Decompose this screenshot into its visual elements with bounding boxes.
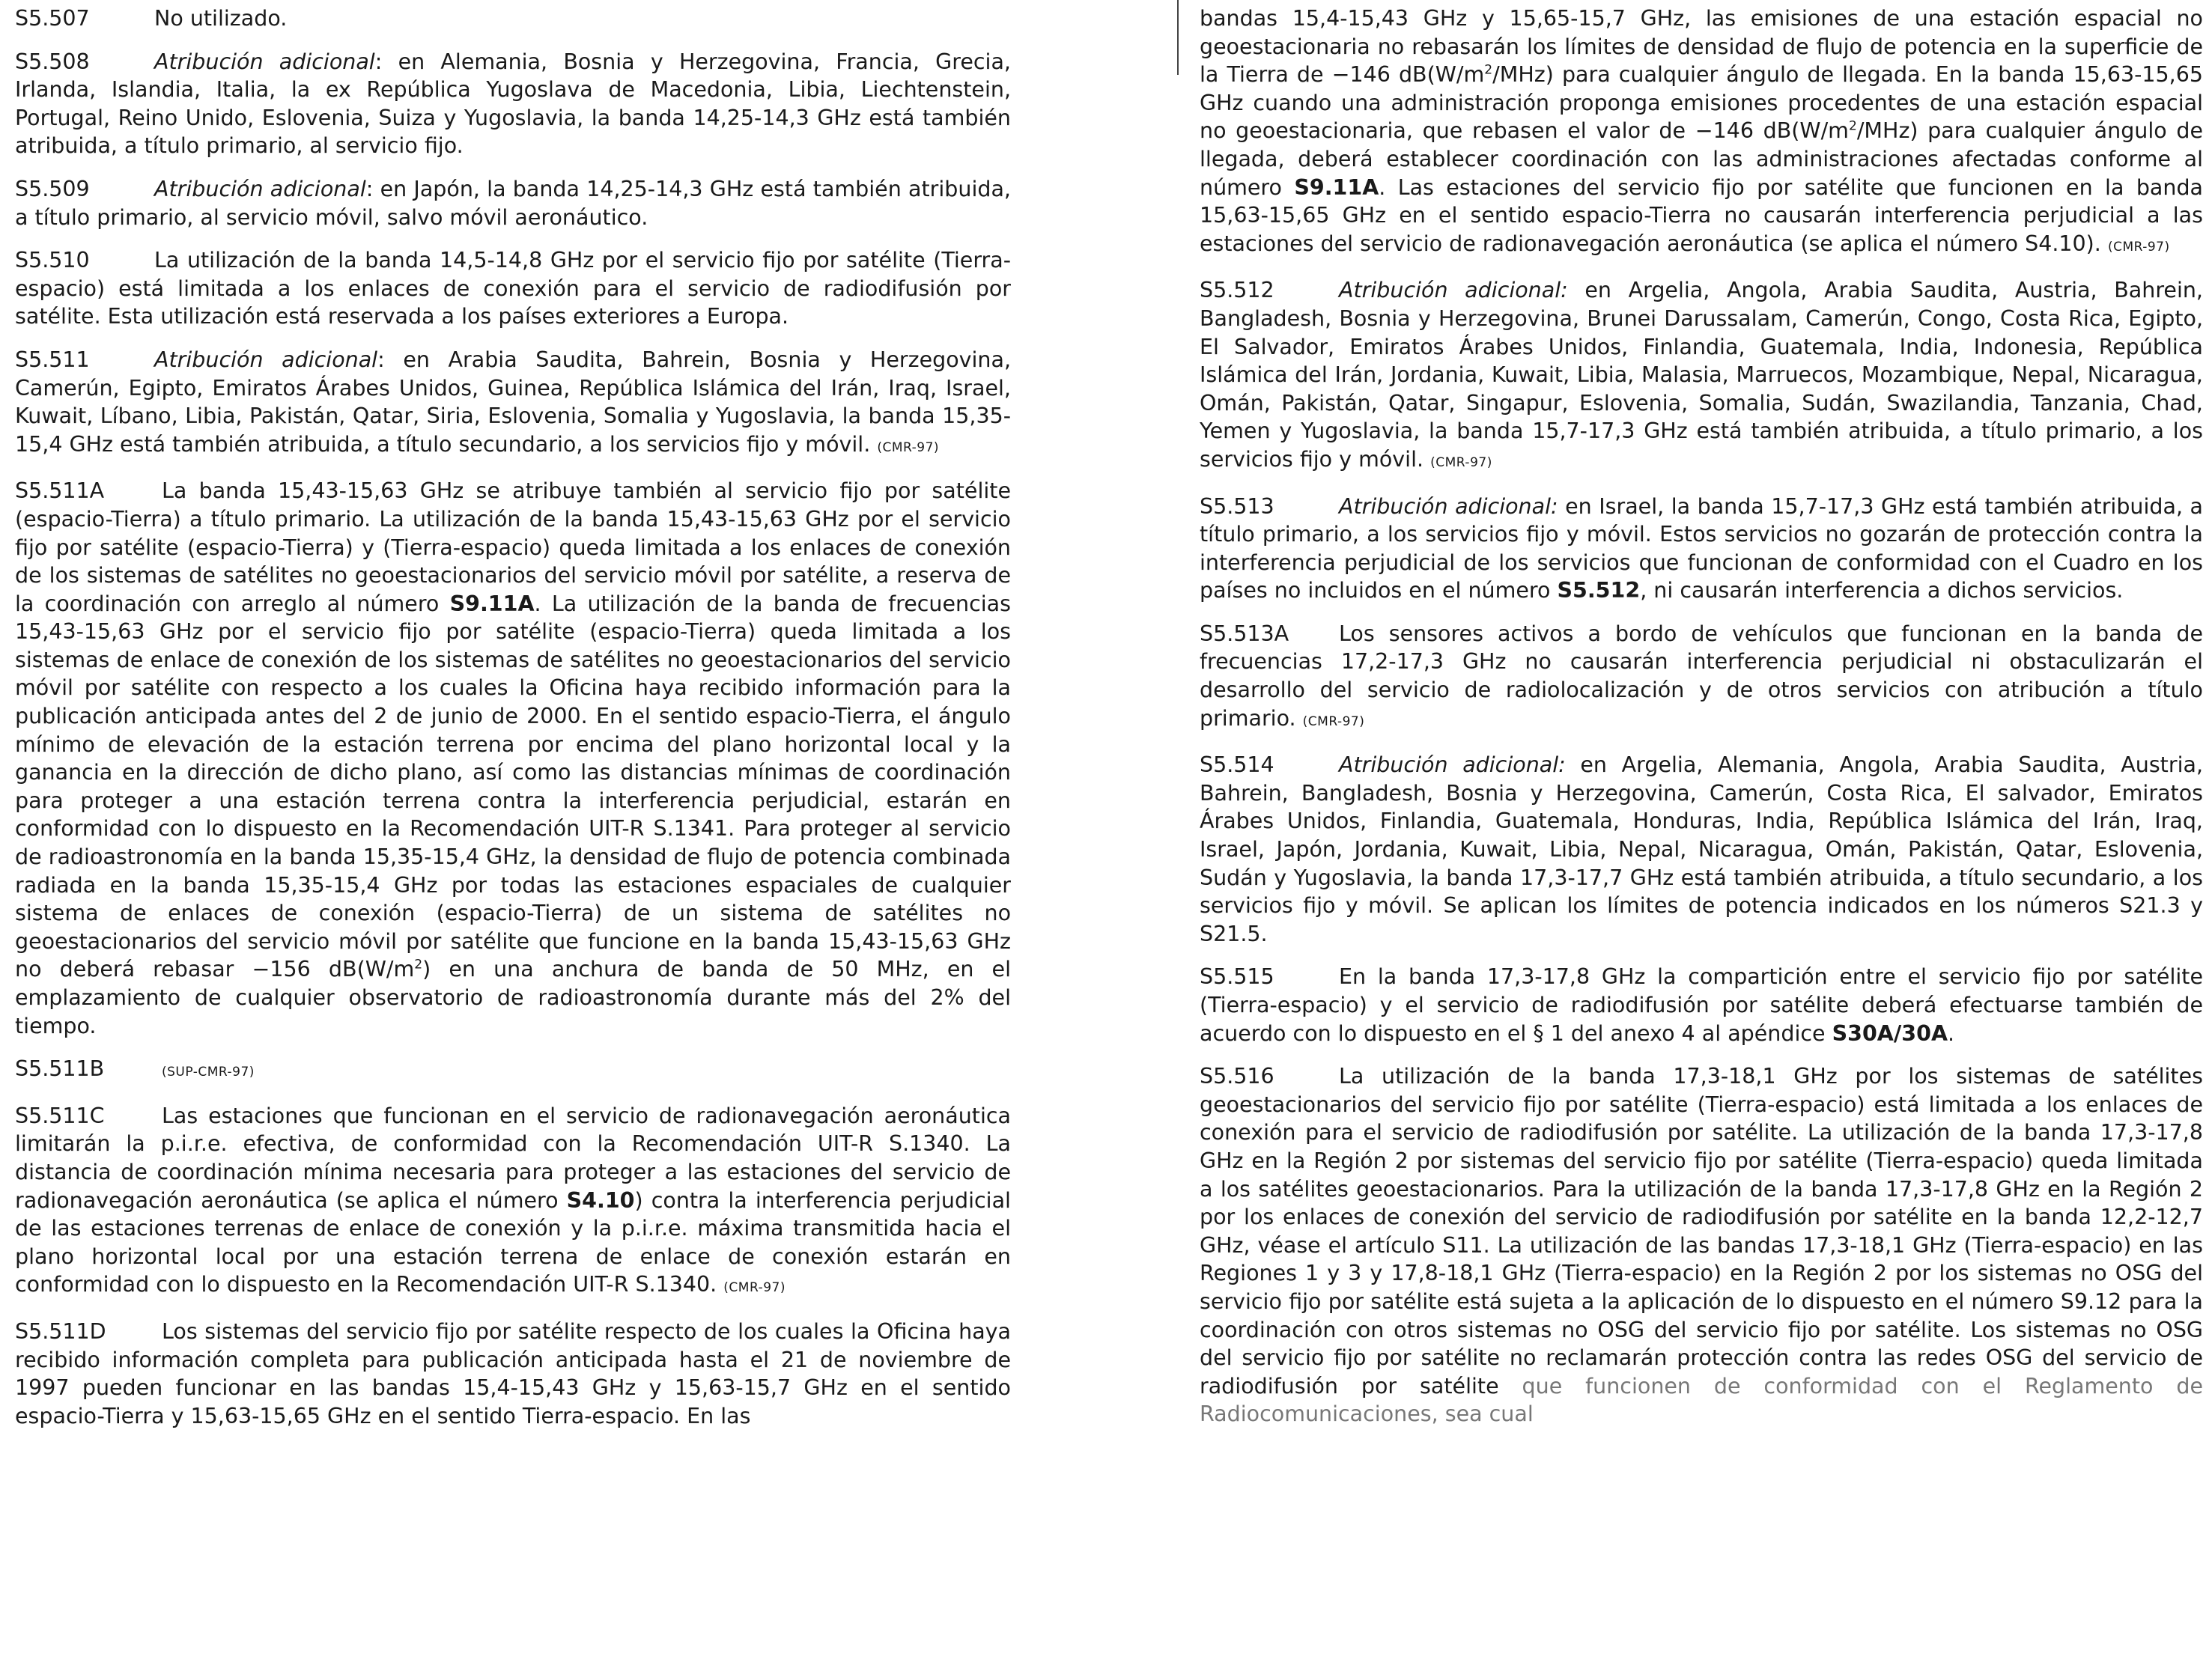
footnote-s5-508 <box>15 48 1011 160</box>
cross-reference: S4.10 <box>566 1187 635 1213</box>
left-column <box>15 4 1011 1445</box>
revision-note: (CMR-97) <box>723 1280 786 1296</box>
footnote-s5-511b <box>15 1055 1011 1087</box>
superscript: 2 <box>414 957 423 973</box>
cross-reference: S9.11A <box>449 591 535 616</box>
footnote-s5-507 <box>15 4 1011 33</box>
footnote-text: La banda 15,43-15,63 GHz se atribuye también al servicio fijo por satélite (espacio-Tierra) a título primario. La utilización de la banda 15,43-15,63 GHz por el servicio fijo por satélite (espacio-Tierra) y (Tierra-espacio) queda limitada a los enlaces de conexión de los sistemas de satélites no geoestacionarios del servicio móvil por satélite, a reserva de la coordinación con arreglo al número <box>15 478 1011 616</box>
footnote-ref: S5.516 <box>1200 1064 1274 1089</box>
footnote-text: , ni causarán interferencia a dichos servicios. <box>1640 578 2124 603</box>
revision-note: (CMR-97) <box>1302 713 1365 729</box>
footnote-s5-513a <box>1200 620 2203 736</box>
right-column <box>1200 4 2203 1443</box>
superscript: 2 <box>1848 118 1857 134</box>
footnote-ref: S5.515 <box>1200 964 1274 990</box>
footnote-text: Los sensores activos a bordo de vehículos que funcionan en la banda de frecuencias 17,2-17,3 GHz no causarán interferencia perjudicial ni obstaculizarán el desarrollo del servicio de radiolocalización y de otros servicios con atribución a título primario. <box>1200 621 2203 731</box>
footnote-s5-511d-continued <box>1200 4 2203 261</box>
footnote-text: : en Alemania, Bosnia y Herzegovina, Francia, Grecia, Irlanda, Islandia, Italia, la ex República Yugoslava de Macedonia, Libia, Liechtenstein, Portugal, Reino Unido, Eslovenia, Suiza y Yugoslavia, la banda 14,25-14,3 GHz está también atribuida, a título primario, al servicio fijo. <box>15 49 1011 159</box>
footnote-text: La utilización de la banda 14,5-14,8 GHz por el servicio fijo por satélite (Tierra-espacio) está limitada a los enlaces de conexión para el servicio de radiodifusión por satélite. Esta utilización está reservada a los países exteriores a Europa. <box>15 248 1011 329</box>
footnote-text: : en Arabia Saudita, Bahrein, Bosnia y Herzegovina, Camerún, Egipto, Emiratos Árabes Unidos, Guinea, República Islámica del Irán, Iraq, Israel, Kuwait, Líbano, Libia, Pakistán, Qatar, Siria, Eslovenia, Somalia y Yugoslavia, la banda 15,35-15,4 GHz está también atribuida, a título secundario, a los servicios fijo y móvil. <box>15 347 1011 457</box>
column-divider <box>1177 0 1179 75</box>
footnote-text: ) contra la interferencia perjudicial de las estaciones terrenas de enlace de conexión y la p.i.r.e. máxima transmitida hacia el plano horizontal local por una estación terrena de enlace de conexión estarán en conformidad con lo dispuesto en la Recomendación UIT-R S.1340. <box>15 1187 1011 1297</box>
footnote-text: . <box>1948 1020 1955 1046</box>
footnote-text: No utilizado. <box>154 6 288 31</box>
footnote-text: En la banda 17,3-17,8 GHz la compartición entre el servicio fijo por satélite (Tierra-espacio) y el servicio de radiodifusión por satélite deberá efectuarse también de acuerdo con lo dispuesto en el § 1 del anexo 4 al apéndice <box>1200 964 2203 1046</box>
revision-note: (CMR-97) <box>877 439 940 455</box>
footnote-s5-509 <box>15 175 1011 231</box>
revision-note: (CMR-97) <box>2107 239 2170 255</box>
footnote-lead: Atribución adicional <box>154 176 366 201</box>
footnote-ref: S5.511D <box>15 1318 106 1344</box>
footnote-text: Las estaciones que funcionan en el servicio de radionavegación aeronáutica limitarán la p.i.r.e. efectiva, de conformidad con la Recomendación UIT-R S.1340. La distancia de coordinación mínima necesaria para proteger a las estaciones del servicio de radionavegación aeronáutica (se aplica el número <box>15 1103 1011 1213</box>
footnote-ref: S5.511 <box>15 347 90 372</box>
footnote-lead: Atribución adicional: <box>1339 752 1566 778</box>
footnote-text-faded: que funcionen de conformidad con el Reglamento de Radiocomunicaciones, sea cual <box>1200 1373 2203 1427</box>
footnote-s5-511a <box>15 477 1011 1040</box>
footnote-lead: Atribución adicional <box>154 347 378 372</box>
footnote-text: bandas 15,4-15,43 GHz y 15,65-15,7 GHz, las emisiones de una estación espacial no geoestacionaria no rebasarán los límites de densidad de flujo de potencia en la superficie de la Tierra de −146 dB(W/m <box>1200 6 2203 88</box>
revision-note: (SUP-CMR-97) <box>162 1065 255 1080</box>
footnote-s5-510 <box>15 246 1011 331</box>
revision-note: (CMR-97) <box>1430 454 1492 470</box>
footnote-lead: Atribución adicional: <box>1339 493 1558 519</box>
footnote-ref: S5.514 <box>1200 752 1274 778</box>
footnote-ref: S5.512 <box>1200 278 1274 303</box>
cross-reference: S30A/30A <box>1832 1020 1948 1046</box>
superscript: 2 <box>1484 62 1493 78</box>
footnote-s5-513 <box>1200 493 2203 605</box>
footnote-lead: Atribución adicional: <box>1339 278 1568 303</box>
footnote-text: ) en una anchura de banda de 50 MHz, en el emplazamiento de cualquier observatorio de radioastronomía durante más del 2% del tiempo. <box>15 957 1012 1038</box>
footnote-text: . La utilización de la banda de frecuencias 15,43-15,63 GHz por el servicio fijo por satélite (espacio-Tierra) queda limitada a los sistemas de enlace de conexión de los sistemas de satélites no geoestacionarios del servicio móvil por satélite con respecto a los cuales la Oficina haya recibido información para la publicación anticipada antes del 2 de junio de 2000. En el sentido espacio-Tierra, el ángulo mínimo de elevación de la estación terrena por encima del plano horizontal local y la ganancia en la dirección de dicho plano, así como las distancias mínimas de coordinación para proteger a una estación terrena contra la interferencia perjudicial, estarán en conformidad con lo dispuesto en la Recomendación UIT-R S.1341. Para proteger al servicio de radioastronomía en la banda 15,35-15,4 GHz, la densidad de flujo de potencia combinada radiada en la banda 15,35-15,4 GHz por todas las estaciones espaciales de cualquier sistema de enlaces de conexión (espacio-Tierra) de un sistema de satélites no geoestacionarios del servicio móvil por satélite que funcione en la banda 15,43-15,63 GHz no deberá rebasar −156 dB(W/m <box>15 591 1011 982</box>
footnote-text: /MHz) para cualquier ángulo de llegada. En la banda 15,63-15,65 GHz cuando una administración proponga emisiones procedentes de una estación espacial no geoestacionaria, que rebasen el valor de −146 dB(W/m <box>1200 62 2204 144</box>
footnote-s5-511 <box>15 346 1011 462</box>
footnote-lead: Atribución adicional <box>154 49 375 74</box>
footnote-s5-512 <box>1200 276 2203 477</box>
footnote-s5-514 <box>1200 751 2203 948</box>
cross-reference: S9.11A <box>1294 174 1379 200</box>
footnote-ref: S5.508 <box>15 49 90 74</box>
footnote-s5-511c <box>15 1102 1011 1303</box>
footnote-ref: S5.510 <box>15 248 90 273</box>
footnote-ref: S5.513 <box>1200 493 1274 519</box>
footnote-text: . Las estaciones del servicio fijo por satélite que funcionen en la banda 15,63-15,65 GHz en el sentido espacio-Tierra no causarán interferencia perjudicial a las estaciones del servicio de radionavegación aeronáutica (se aplica el número S4.10). <box>1200 174 2203 256</box>
footnote-text: La utilización de la banda 17,3-18,1 GHz por los sistemas de satélites geoestacionarios del servicio fijo por satélite (Tierra-espacio) está limitada a los enlaces de conexión para el servicio de radiodifusión por satélite. La utilización de la banda 17,3-17,8 GHz en la Región 2 por sistemas del servicio fijo por satélite (Tierra-espacio) queda limitada a los satélites geoestacionarios. Para la utilización de la banda 17,3-17,8 GHz en la Región 2 por los enlaces de conexión del servicio de radiodifusión por satélite en la banda 12,2-12,7 GHz, véase el artículo S11. La utilización de las bandas 17,3-18,1 GHz (Tierra-espacio) en las Regiones 1 y 3 y 17,8-18,1 GHz (Tierra-espacio) en la Región 2 por los sistemas no OSG del servicio fijo por satélite está sujeta a la aplicación de lo dispuesto en el número S9.12 para la coordinación con otros sistemas no OSG del servicio fijo por satélite. Los sistemas no OSG del servicio fijo por satélite no reclamarán protección contra las redes OSG del servicio de radiodifusión por satélite <box>1200 1064 2203 1399</box>
footnote-ref: S5.513A <box>1200 621 1289 646</box>
footnote-text: en Argelia, Alemania, Angola, Arabia Saudita, Austria, Bahrein, Bangladesh, Bosnia y Herzegovina, Camerún, Costa Rica, El salvador, Emiratos Árabes Unidos, Finlandia, Guatemala, Honduras, India, República Islámica del Irán, Iraq, Israel, Japón, Jordania, Kuwait, Libia, Nepal, Nicaragua, Omán, Pakistán, Qatar, Eslovenia, Sudán y Yugoslavia, la banda 17,3-17,7 GHz está también atribuida, a título secundario, a los servicios fijo y móvil. Se aplican los límites de potencia indicados en los números S21.3 y S21.5. <box>1200 752 2204 946</box>
footnote-s5-511d <box>15 1318 1011 1430</box>
footnote-s5-515 <box>1200 963 2203 1047</box>
footnote-text: en Argelia, Angola, Arabia Saudita, Austria, Bahrein, Bangladesh, Bosnia y Herzegovina, Brunei Darussalam, Camerún, Congo, Costa Rica, Egipto, El Salvador, Emiratos Árabes Unidos, Finlandia, Guatemala, India, Indonesia, República Islámica del Irán, Jordania, Kuwait, Libia, Malasia, Marruecos, Mozambique, Nepal, Nicaragua, Omán, Pakistán, Qatar, Singapur, Eslovenia, Somalia, Sudán, Swazilandia, Tanzania, Chad, Yemen y Yugoslavia, la banda 15,7-17,3 GHz está también atribuida, a título primario, a los servicios fijo y móvil. <box>1200 278 2203 472</box>
footnote-text: en Israel, la banda 15,7-17,3 GHz está también atribuida, a título primario, a los servicios fijo y móvil. Estos servicios no gozarán de protección contra la interferencia perjudicial de los servicios que funcionan de conformidad con el Cuadro en los países no incluidos en el número <box>1200 493 2203 603</box>
footnote-ref: S5.507 <box>15 6 90 31</box>
footnote-text: : en Japón, la banda 14,25-14,3 GHz está también atribuida, a título primario, al servicio móvil, salvo móvil aeronáutico. <box>15 176 1011 230</box>
footnote-ref: S5.511A <box>15 478 105 504</box>
footnote-text: /MHz) para cualquier ángulo de llegada, deberá establecer coordinación con las administraciones afectadas conforme al número <box>1200 118 2203 200</box>
footnote-ref: S5.509 <box>15 176 90 201</box>
footnote-s5-516 <box>1200 1062 2203 1428</box>
footnote-ref: S5.511C <box>15 1103 105 1128</box>
footnote-text: Los sistemas del servicio fijo por satélite respecto de los cuales la Oficina haya recibido información completa para publicación anticipada hasta el 21 de noviembre de 1997 pueden funcionar en las bandas 15,4-15,43 GHz y 15,63-15,7 GHz en el sentido espacio-Tierra y 15,63-15,65 GHz en el sentido Tierra-espacio. En las <box>15 1318 1011 1428</box>
footnote-ref: S5.511B <box>15 1056 105 1082</box>
cross-reference: S5.512 <box>1557 578 1641 603</box>
